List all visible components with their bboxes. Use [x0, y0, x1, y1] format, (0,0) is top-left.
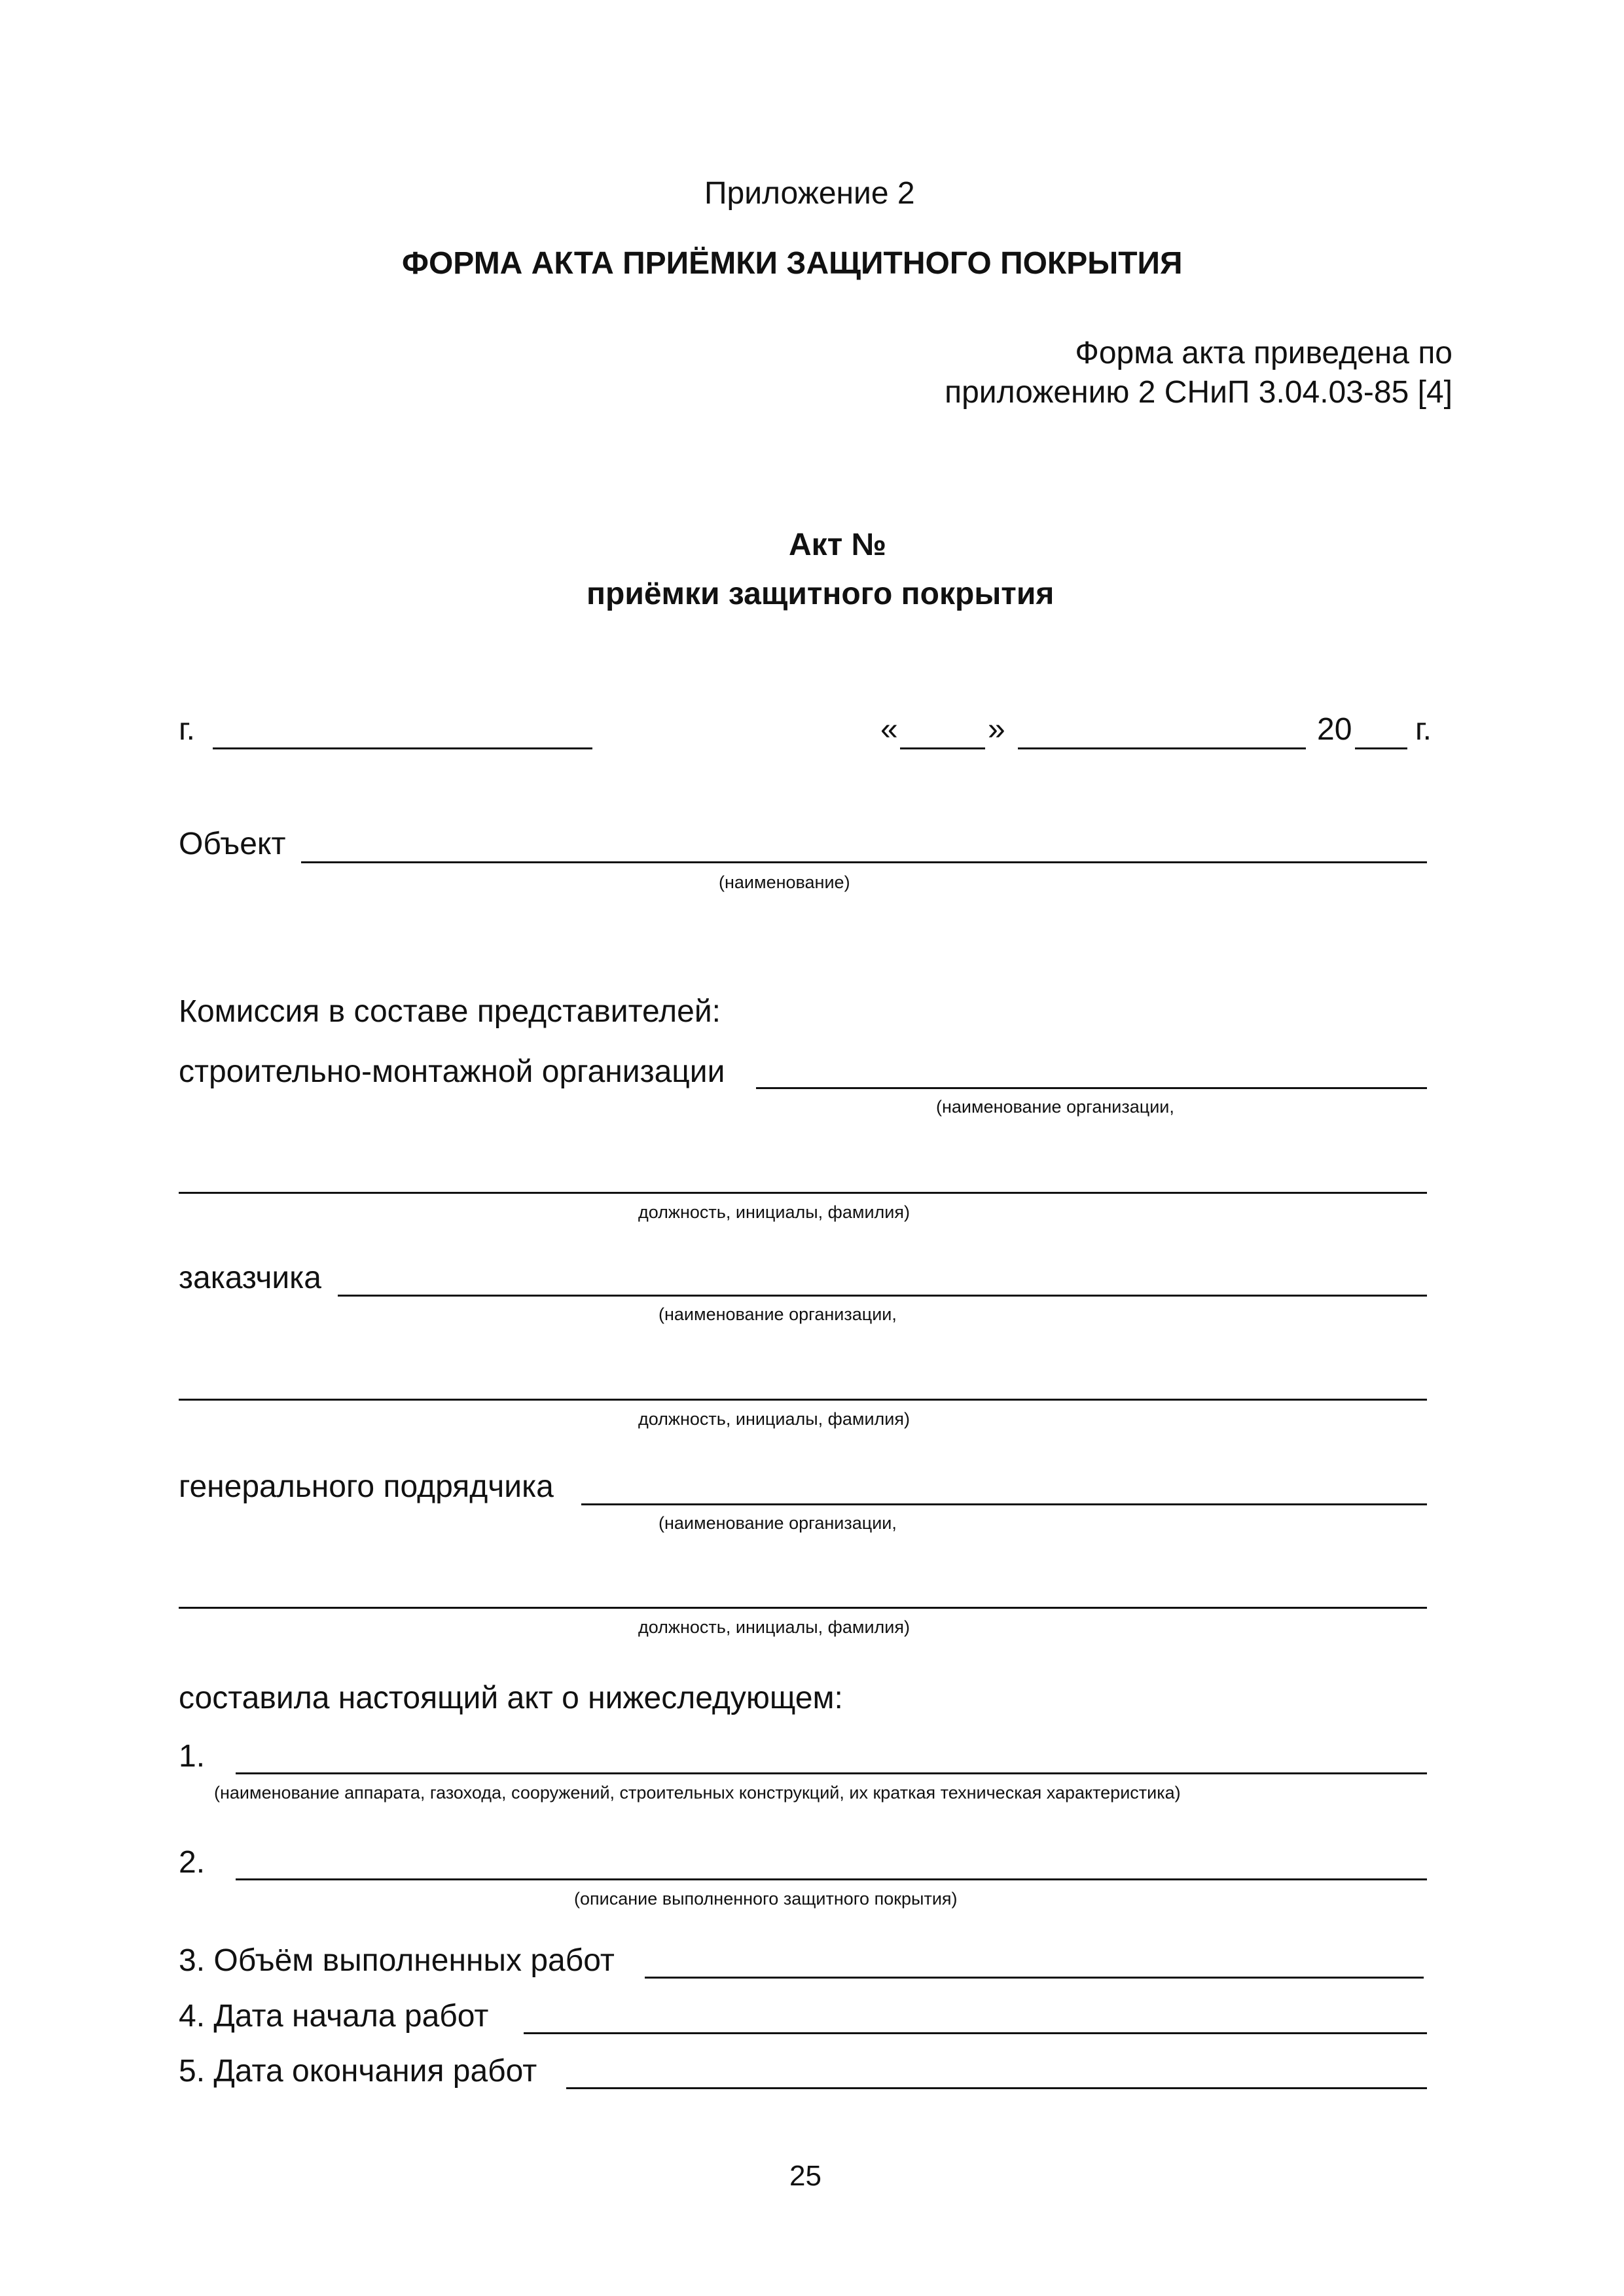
appendix-label: Приложение 2 — [704, 176, 915, 211]
page-number: 25 — [789, 2160, 821, 2192]
construction-org-caption: (наименование организации, — [936, 1097, 1174, 1117]
day-field[interactable] — [900, 747, 985, 749]
construction-org-person-field[interactable] — [179, 1192, 1427, 1194]
customer-person-field[interactable] — [179, 1399, 1427, 1401]
year-suffix: г. — [1415, 712, 1432, 747]
customer-org-caption: (наименование организации, — [659, 1304, 897, 1324]
year-prefix: 20 — [1317, 712, 1352, 747]
construction-org-name-field[interactable] — [756, 1087, 1427, 1089]
item4-label: 4. Дата начала работ — [179, 1999, 489, 2034]
month-field[interactable] — [1018, 747, 1306, 749]
source-note-line2: приложению 2 СНиП 3.04.03-85 [4] — [945, 375, 1453, 410]
item3-field[interactable] — [645, 1977, 1424, 1979]
customer-org-name-field[interactable] — [338, 1295, 1427, 1297]
day-quote-open: « — [880, 712, 898, 747]
general-contractor-org-name-field[interactable] — [581, 1503, 1427, 1505]
construction-org-label: строительно-монтажной организации — [179, 1054, 725, 1089]
year-field[interactable] — [1355, 747, 1407, 749]
item3-label: 3. Объём выполненных работ — [179, 1943, 615, 1978]
general-contractor-label: генерального подрядчика — [179, 1469, 554, 1504]
item2-number: 2. — [179, 1845, 206, 1880]
city-prefix: г. — [179, 712, 195, 747]
item1-field[interactable] — [236, 1772, 1427, 1774]
item1-caption: (наименование аппарата, газохода, сооружений, строительных конструкций, их краткая техническая характеристика) — [214, 1783, 1181, 1803]
item2-field[interactable] — [236, 1878, 1427, 1880]
form-title: ФОРМА АКТА ПРИЁМКИ ЗАЩИТНОГО ПОКРЫТИЯ — [402, 246, 1183, 281]
composed-statement: составила настоящий акт о нижеследующем: — [179, 1681, 843, 1715]
day-quote-close: » — [988, 712, 1005, 747]
general-contractor-person-caption: должность, инициалы, фамилия) — [638, 1617, 910, 1637]
act-number-label: Акт № — [789, 528, 887, 562]
customer-label: заказчика — [179, 1261, 321, 1295]
general-contractor-person-field[interactable] — [179, 1607, 1427, 1609]
general-contractor-org-caption: (наименование организации, — [659, 1513, 897, 1533]
item5-label: 5. Дата окончания работ — [179, 2054, 537, 2089]
item5-field[interactable] — [566, 2087, 1427, 2089]
act-subtitle: приёмки защитного покрытия — [586, 577, 1055, 611]
customer-person-caption: должность, инициалы, фамилия) — [638, 1409, 910, 1429]
item1-number: 1. — [179, 1739, 206, 1774]
commission-intro: Комиссия в составе представителей: — [179, 994, 721, 1029]
source-note-line1: Форма акта приведена по — [1075, 336, 1453, 370]
construction-org-person-caption: должность, инициалы, фамилия) — [638, 1202, 910, 1222]
city-field[interactable] — [213, 747, 592, 749]
object-field[interactable] — [301, 861, 1427, 863]
object-caption: (наименование) — [719, 872, 850, 892]
object-label: Объект — [179, 827, 286, 861]
item4-field[interactable] — [524, 2032, 1427, 2034]
item2-caption: (описание выполненного защитного покрытия) — [574, 1889, 958, 1909]
